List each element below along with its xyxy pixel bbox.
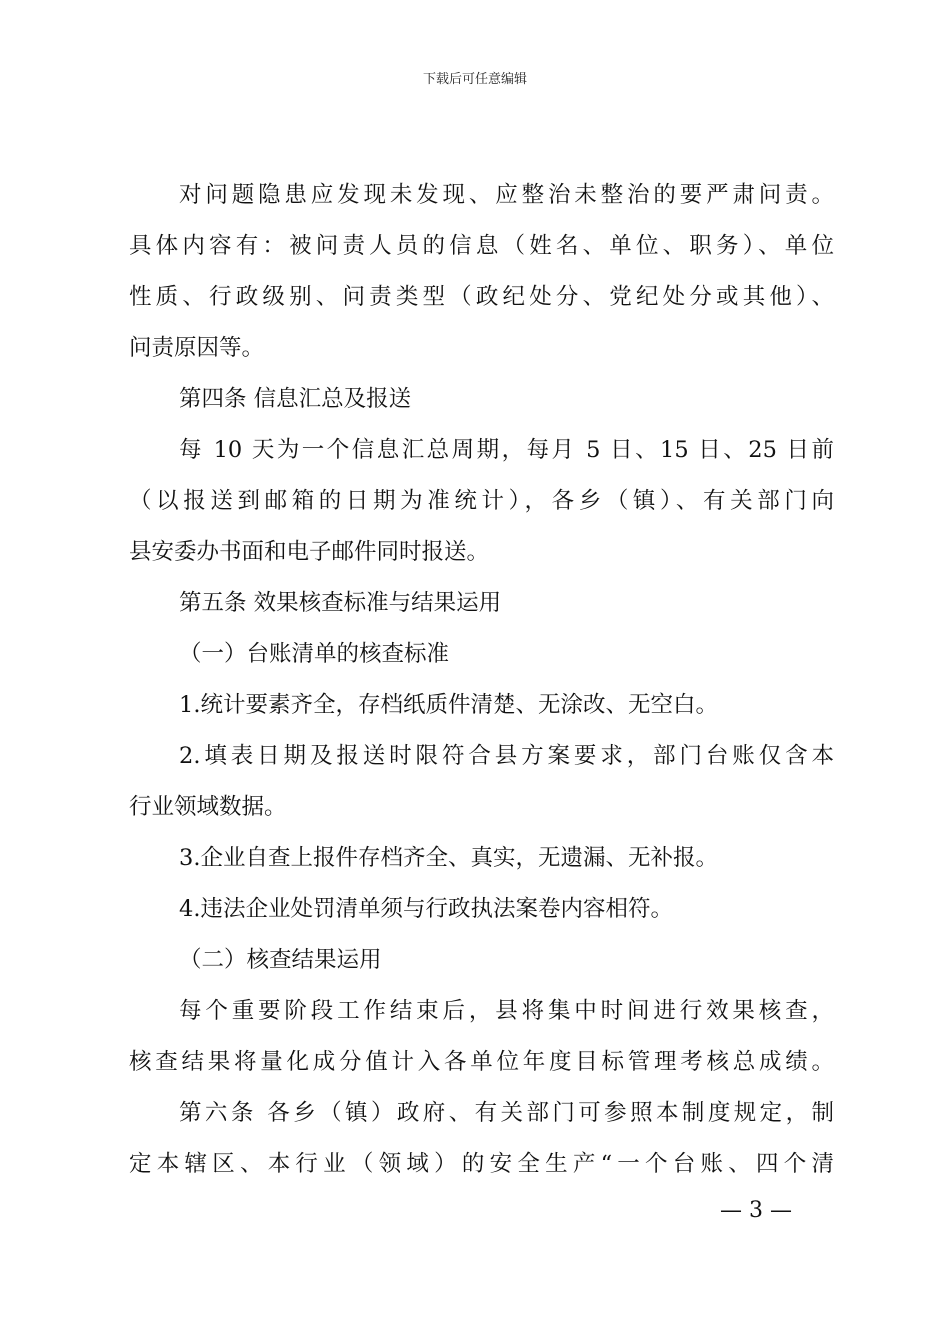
text-line: 县安委办书面和电子邮件同时报送。 bbox=[129, 539, 490, 565]
text-line: 3.企业自查上报件存档齐全、真实，无遗漏、无补报。 bbox=[179, 845, 718, 871]
text-line: 性质、行政级别、问责类型（政纪处分、党纪处分或其他）、 bbox=[129, 284, 834, 310]
header-note: 下载后可任意编辑 bbox=[422, 72, 527, 87]
text-line: 定本辖区、本行业（领域）的安全生产“一个台账、四个清 bbox=[129, 1151, 834, 1177]
text-line: 问责原因等。 bbox=[129, 335, 265, 361]
text-line: 核查结果将量化成分值计入各单位年度目标管理考核总成绩。 bbox=[129, 1049, 834, 1075]
text-line: 对问题隐患应发现未发现、应整治未整治的要严肃问责。 bbox=[179, 182, 834, 208]
text-line: 1.统计要素齐全，存档纸质件清楚、无涂改、无空白。 bbox=[179, 692, 718, 718]
text-line: 第六条 各乡（镇）政府、有关部门可参照本制度规定，制 bbox=[179, 1100, 834, 1126]
text-line: 2.填表日期及报送时限符合县方案要求，部门台账仅含本 bbox=[179, 743, 834, 769]
text-line: 每 10 天为一个信息汇总周期，每月 5 日、15 日、25 日前 bbox=[179, 437, 834, 463]
text-line: 每个重要阶段工作结束后，县将集中时间进行效果核查， bbox=[179, 998, 834, 1024]
text-line: 行业领域数据。 bbox=[129, 794, 287, 820]
text-line: （二）核查结果运用 bbox=[179, 947, 382, 973]
text-line: 第四条 信息汇总及报送 bbox=[179, 386, 412, 412]
text-line: 第五条 效果核查标准与结果运用 bbox=[179, 590, 502, 616]
text-line: （以报送到邮箱的日期为准统计），各乡（镇）、有关部门向 bbox=[129, 488, 834, 514]
text-line: （一）台账清单的核查标准 bbox=[179, 641, 450, 667]
document-body bbox=[129, 170, 834, 1190]
text-line: 4.违法企业处罚清单须与行政执法案卷内容相符。 bbox=[179, 896, 673, 922]
text-line: 具体内容有：被问责人员的信息（姓名、单位、职务）、单位 bbox=[129, 233, 834, 259]
page-number: — 3 — bbox=[720, 1198, 792, 1223]
